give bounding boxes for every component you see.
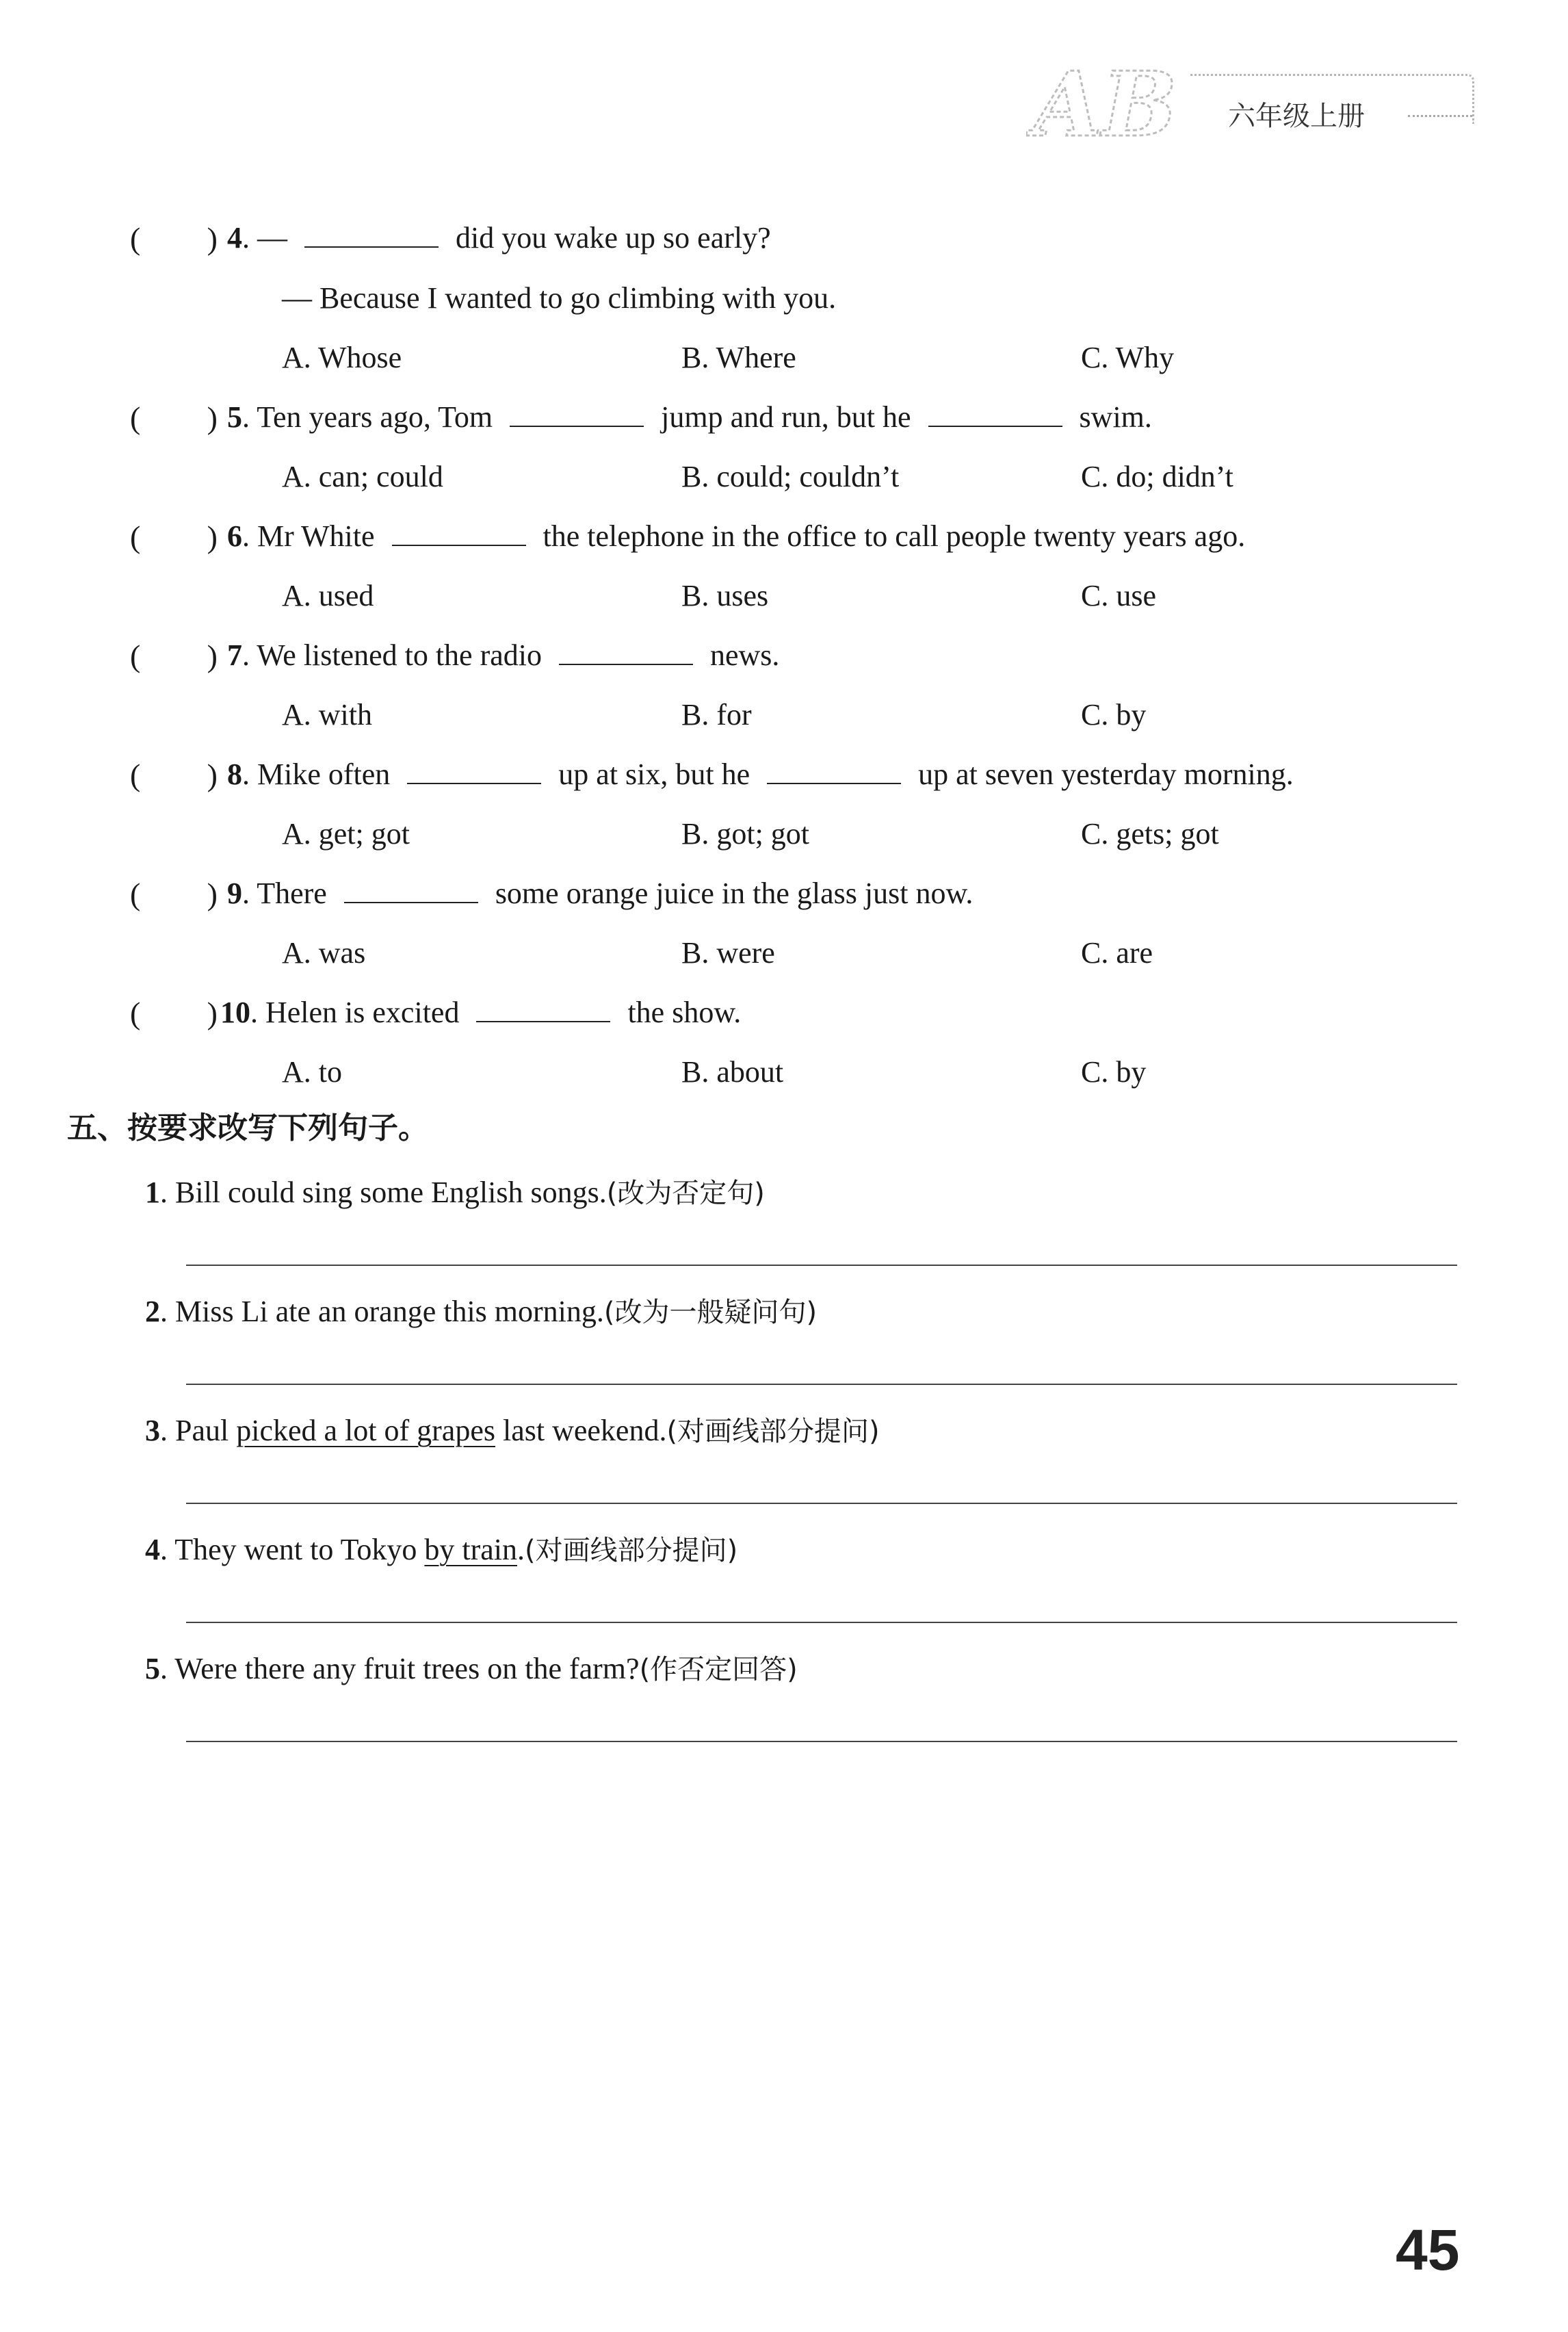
option-c: C. by bbox=[1081, 1055, 1147, 1089]
rewrite-item-2: 2. Miss Li ate an orange this morning.(改为一般疑问句) bbox=[145, 1295, 818, 1328]
blank[interactable] bbox=[392, 544, 526, 546]
answer-line[interactable] bbox=[186, 1622, 1457, 1623]
option-a: A. used bbox=[282, 579, 374, 612]
blank[interactable] bbox=[510, 425, 644, 427]
answer-paren[interactable]: ( ) bbox=[130, 400, 218, 435]
rewrite-item-4: 4. They went to Tokyo by train.(对画线部分提问) bbox=[145, 1533, 738, 1566]
blank[interactable] bbox=[559, 663, 693, 665]
answer-line[interactable] bbox=[186, 1265, 1457, 1266]
option-b: B. could; couldn’t bbox=[681, 460, 900, 493]
option-b: B. uses bbox=[681, 579, 769, 612]
option-b: B. about bbox=[681, 1055, 784, 1089]
underlined-phrase: by train bbox=[424, 1533, 518, 1566]
question-7: 7. We listened to the radio news. bbox=[227, 638, 780, 672]
answer-line[interactable] bbox=[186, 1384, 1457, 1385]
underlined-phrase: picked a lot of grapes bbox=[236, 1414, 495, 1447]
blank[interactable] bbox=[344, 901, 478, 903]
question-5: 5. Ten years ago, Tom jump and run, but he swim. bbox=[227, 400, 1152, 434]
blank[interactable] bbox=[407, 782, 541, 784]
option-a: A. with bbox=[282, 698, 372, 731]
question-6: 6. Mr White the telephone in the office to call people twenty years ago. bbox=[227, 519, 1246, 553]
ab-logo bbox=[1026, 53, 1204, 156]
answer-paren[interactable]: ( ) bbox=[130, 996, 218, 1031]
option-c: C. Why bbox=[1081, 341, 1175, 374]
blank[interactable] bbox=[928, 425, 1062, 427]
question-4-reply: — Because I wanted to go climbing with you. bbox=[282, 281, 837, 315]
option-b: B. for bbox=[681, 698, 752, 731]
answer-paren[interactable]: ( ) bbox=[130, 638, 218, 673]
page-number: 45 bbox=[1396, 2218, 1460, 2282]
question-4: 4. — did you wake up so early? bbox=[227, 221, 771, 255]
answer-paren[interactable]: ( ) bbox=[130, 757, 218, 792]
answer-paren[interactable]: ( ) bbox=[130, 221, 218, 256]
blank[interactable] bbox=[767, 782, 901, 784]
option-c: C. are bbox=[1081, 936, 1153, 970]
answer-line[interactable] bbox=[186, 1503, 1457, 1504]
option-b: B. got; got bbox=[681, 817, 810, 851]
question-9: 9. There some orange juice in the glass just now. bbox=[227, 877, 974, 910]
option-c: C. gets; got bbox=[1081, 817, 1219, 851]
answer-line[interactable] bbox=[186, 1741, 1457, 1742]
header-dotted-rule bbox=[1408, 115, 1472, 117]
blank[interactable] bbox=[476, 1020, 610, 1022]
answer-paren[interactable]: ( ) bbox=[130, 519, 218, 554]
question-10: 10. Helen is excited the show. bbox=[220, 996, 742, 1029]
answer-paren[interactable]: ( ) bbox=[130, 877, 218, 911]
option-b: B. Where bbox=[681, 341, 796, 374]
option-c: C. do; didn’t bbox=[1081, 460, 1233, 493]
option-b: B. were bbox=[681, 936, 775, 970]
rewrite-item-1: 1. Bill could sing some English songs.(改为否定句) bbox=[145, 1176, 765, 1209]
grade-label: 六年级上册 bbox=[1228, 101, 1365, 132]
option-a: A. Whose bbox=[282, 341, 402, 374]
option-c: C. use bbox=[1081, 579, 1156, 612]
blank[interactable] bbox=[304, 246, 439, 248]
option-a: A. can; could bbox=[282, 460, 443, 493]
rewrite-item-5: 5. Were there any fruit trees on the farm?(作否定回答) bbox=[145, 1652, 798, 1685]
rewrite-item-3: 3. Paul picked a lot of grapes last weekend.(对画线部分提问) bbox=[145, 1414, 880, 1447]
option-a: A. get; got bbox=[282, 817, 410, 851]
option-c: C. by bbox=[1081, 698, 1147, 731]
option-a: A. was bbox=[282, 936, 366, 970]
svg-text:AB: AB bbox=[1033, 53, 1177, 156]
question-8: 8. Mike often up at six, but he up at seven yesterday morning. bbox=[227, 757, 1294, 791]
option-a: A. to bbox=[282, 1055, 342, 1089]
section-5-title: 五、按要求改写下列句子。 bbox=[67, 1111, 428, 1145]
